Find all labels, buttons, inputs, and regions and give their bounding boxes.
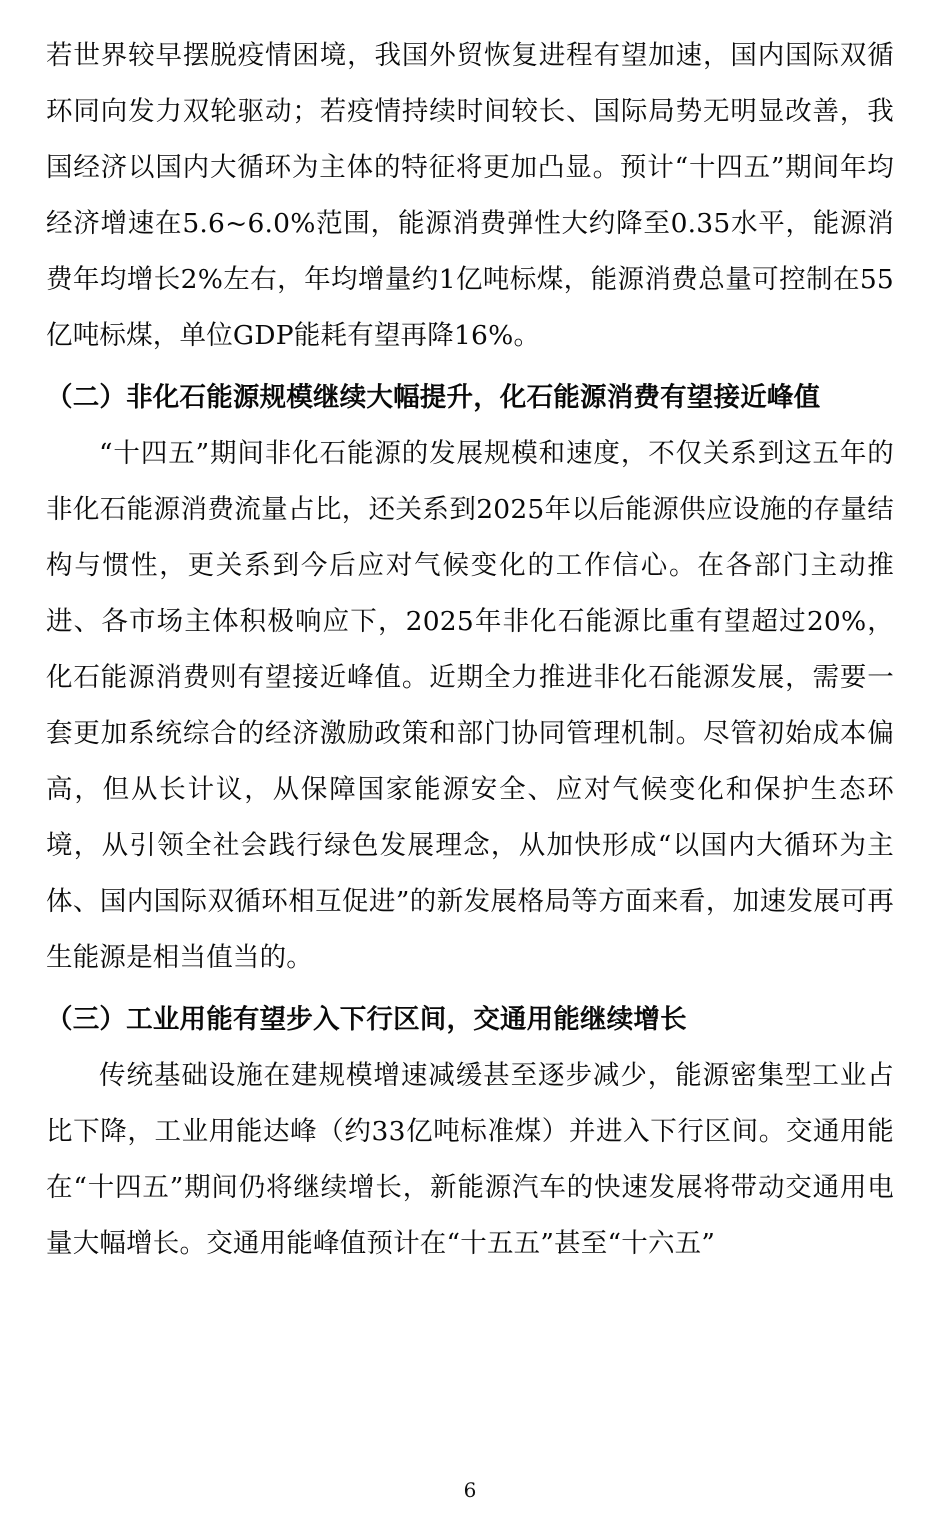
paragraph-economy-forecast: 若世界较早摆脱疫情困境，我国外贸恢复进程有望加速，国内国际双循环同向发力双轮驱动；若疫情持续时间较长、国际局势无明显改善，我国经济以国内大循环为主体的特征将更加凸显。预计“十四五”期间年均经济增速在5.6~6.0%范围，能源消费弹性大约降至0.35水平，能源消费年均增长2%左右，年均增量约1亿吨标煤，能源消费总量可控制在55亿吨标煤，单位GDP能耗有望再降16%。 (46, 40, 894, 351)
paragraph-industrial-transport-energy: 传统基础设施在建规模增速减缓甚至逐步减少，能源密集型工业占比下降，工业用能达峰（约33亿吨标准煤）并进入下行区间。交通用能在“十四五”期间仍将继续增长，新能源汽车的快速发展将带动交通用电量大幅增长。交通用能峰值预计在“十五五”甚至“十六五” (46, 1060, 894, 1259)
section-heading-three: （三）工业用能有望步入下行区间，交通用能继续增长 (46, 1004, 687, 1035)
page-number: 6 (463, 1478, 477, 1502)
section-heading-two: （二）非化石能源规模继续大幅提升，化石能源消费有望接近峰值 (46, 382, 821, 413)
paragraph-non-fossil-energy: “十四五”期间非化石能源的发展规模和速度，不仅关系到这五年的非化石能源消费流量占比，还关系到2025年以后能源供应设施的存量结构与惯性，更关系到今后应对气候变化的工作信心。在各部门主动推进、各市场主体积极响应下，2025年非化石能源比重有望超过20%，化石能源消费则有望接近峰值。近期全力推进非化石能源发展，需要一套更加系统综合的经济激励政策和部门协同管理机制。尽管初始成本偏高，但从长计议，从保障国家能源安全、应对气候变化和保护生态环境，从引领全社会践行绿色发展理念，从加快形成“以国内大循环为主体、国内国际双循环相互促进”的新发展格局等方面来看，加速发展可再生能源是相当值当的。 (46, 438, 894, 973)
